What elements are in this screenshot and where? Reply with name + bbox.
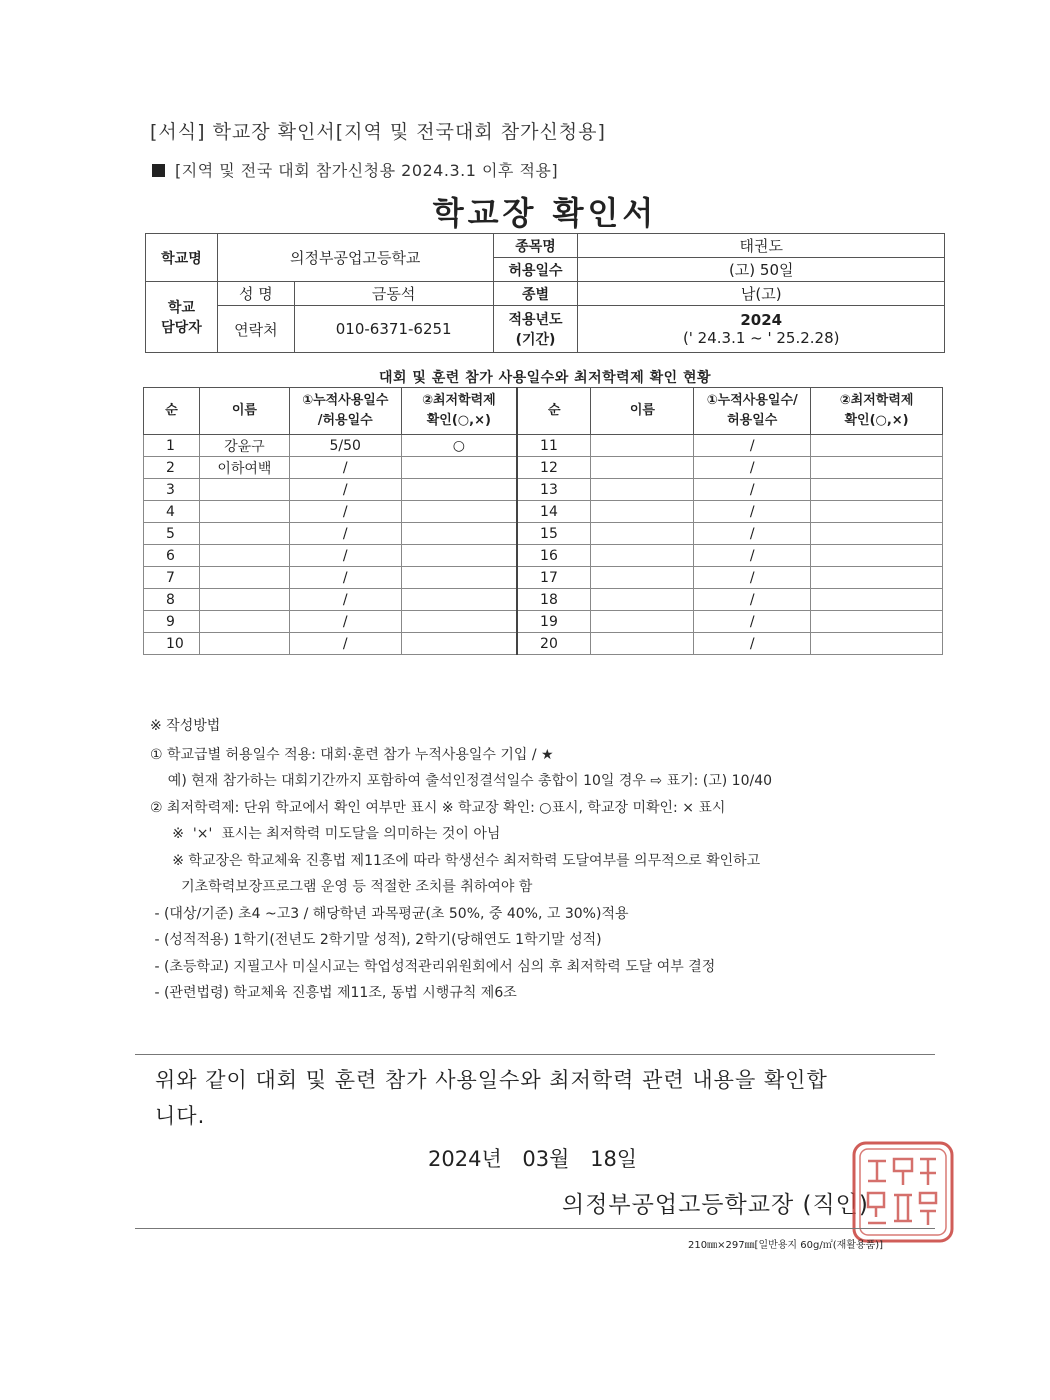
cell-name-right xyxy=(591,611,694,633)
cell-academic-right xyxy=(811,457,943,479)
event-value: 태권도 xyxy=(578,234,945,258)
cell-academic-left xyxy=(401,501,517,523)
manager-label xyxy=(146,282,218,353)
cell-name-right xyxy=(591,545,694,567)
status-row xyxy=(144,523,943,545)
cell-name-left xyxy=(199,611,289,633)
year-value-cell xyxy=(578,306,945,353)
school-name-value: 의정부공업고등학교 xyxy=(217,234,493,282)
manager-label-line2: 담당자 xyxy=(161,320,202,336)
cell-name-right xyxy=(591,589,694,611)
cell-academic-right xyxy=(811,589,943,611)
divider-top xyxy=(135,1054,935,1055)
contact-value: 010-6371-6251 xyxy=(294,306,493,353)
scope-header xyxy=(152,158,558,181)
year-value: 2024 xyxy=(740,311,783,329)
black-square-bullet-icon xyxy=(152,164,165,177)
cell-academic-left xyxy=(401,545,517,567)
cell-seq-left: 6 xyxy=(144,545,200,567)
header-seq-left: 순 xyxy=(144,388,200,435)
principal-signature-line: 의정부공업고등학교장 (직인) xyxy=(562,1192,869,1218)
cell-name-left xyxy=(199,633,289,655)
cell-seq-right: 20 xyxy=(517,633,591,655)
header-academic-left xyxy=(401,388,517,435)
cell-academic-right xyxy=(811,633,943,655)
cell-seq-left: 2 xyxy=(144,457,200,479)
status-row xyxy=(144,545,943,567)
cell-days-left: / xyxy=(289,611,401,633)
cell-seq-right: 18 xyxy=(517,589,591,611)
issue-date: 2024년 03월 18일 xyxy=(428,1147,638,1171)
manager-name-value: 금동석 xyxy=(294,282,493,306)
cell-seq-right: 13 xyxy=(517,479,591,501)
header-academic-right-line1: ②최저학력제 xyxy=(839,393,914,408)
cell-academic-left xyxy=(401,479,517,501)
cell-seq-right: 15 xyxy=(517,523,591,545)
manager-name-label: 성 명 xyxy=(217,282,294,306)
status-subtitle: 대회 및 훈련 참가 사용일수와 최저학력제 확인 현황 xyxy=(378,370,712,386)
cell-name-right xyxy=(591,435,694,457)
cell-name-left xyxy=(199,567,289,589)
year-label-line2: (기간) xyxy=(515,332,556,348)
cell-seq-right: 14 xyxy=(517,501,591,523)
instruction-line: - (초등학교) 지필고사 미실시교는 학업성적관리위원회에서 심의 후 최저학력 도달 여부 결정 xyxy=(150,958,716,975)
cell-academic-right xyxy=(811,479,943,501)
cell-seq-left: 3 xyxy=(144,479,200,501)
instructions-lines xyxy=(150,742,772,1007)
divider-bottom xyxy=(135,1228,935,1229)
cell-seq-left: 8 xyxy=(144,589,200,611)
cell-seq-left: 10 xyxy=(144,633,200,655)
allowed-days-label: 허용일수 xyxy=(493,258,578,282)
status-row xyxy=(144,633,943,655)
confirmation-line2: 니다. xyxy=(155,1104,206,1128)
cell-days-right: / xyxy=(694,611,811,633)
cell-days-left: / xyxy=(289,501,401,523)
form-header: [서식] 학교장 확인서[지역 및 전국대회 참가신청용] xyxy=(150,121,606,143)
cell-name-left xyxy=(199,589,289,611)
cell-name-left xyxy=(199,523,289,545)
cell-academic-right xyxy=(811,567,943,589)
header-name-right: 이름 xyxy=(591,388,694,435)
cell-name-right xyxy=(591,567,694,589)
cell-academic-left xyxy=(401,633,517,655)
cell-name-left xyxy=(199,501,289,523)
instruction-line: - (관련법령) 학교체육 진흥법 제11조, 동법 시행규칙 제6조 xyxy=(150,985,517,1001)
cell-seq-right: 11 xyxy=(517,435,591,457)
confirmation-text xyxy=(155,1062,828,1134)
cell-academic-right xyxy=(811,501,943,523)
cell-academic-right xyxy=(811,545,943,567)
cell-academic-left xyxy=(401,457,517,479)
status-table xyxy=(143,387,943,655)
cell-seq-left: 1 xyxy=(144,435,200,457)
cell-days-left: / xyxy=(289,567,401,589)
cell-name-left xyxy=(199,479,289,501)
header-days-left-line1: ①누적사용일수 xyxy=(302,393,389,408)
period-value: (' 24.3.1 ~ ' 25.2.28) xyxy=(682,329,840,347)
instruction-line: ※ 학교장은 학교체육 진흥법 제11조에 따라 학생선수 최저학력 도달여부를 의무적으로 확인하고 xyxy=(150,852,761,869)
cell-days-left: / xyxy=(289,479,401,501)
status-row xyxy=(144,435,943,457)
cell-academic-right xyxy=(811,435,943,457)
cell-days-right: / xyxy=(694,545,811,567)
cell-days-left: / xyxy=(289,457,401,479)
cell-days-right: / xyxy=(694,589,811,611)
cell-academic-left xyxy=(401,523,517,545)
cell-name-right xyxy=(591,523,694,545)
header-days-right-line2: 허용일수 xyxy=(727,413,778,428)
cell-name-left: 강윤구 xyxy=(199,435,289,457)
category-value: 남(고) xyxy=(578,282,945,306)
cell-days-left: / xyxy=(289,633,401,655)
official-seal-icon xyxy=(848,1137,958,1247)
status-row xyxy=(144,479,943,501)
header-days-right xyxy=(694,388,811,435)
header-days-left xyxy=(289,388,401,435)
status-table-body xyxy=(144,435,943,655)
cell-days-left: / xyxy=(289,589,401,611)
cell-days-right: / xyxy=(694,457,811,479)
cell-academic-left xyxy=(401,611,517,633)
cell-seq-right: 19 xyxy=(517,611,591,633)
year-label-line1: 적용년도 xyxy=(508,312,563,328)
header-academic-left-line2: 확인(○,×) xyxy=(426,413,491,428)
cell-name-right xyxy=(591,501,694,523)
instruction-line: - (대상/기준) 초4 ~고3 / 해당학년 과목평균(초 50%, 중 40%, 고 30%)적용 xyxy=(150,905,629,922)
cell-academic-left: ○ xyxy=(401,435,517,457)
cell-seq-right: 12 xyxy=(517,457,591,479)
cell-seq-left: 4 xyxy=(144,501,200,523)
cell-days-right: / xyxy=(694,567,811,589)
status-row xyxy=(144,501,943,523)
cell-name-right xyxy=(591,457,694,479)
cell-academic-left xyxy=(401,589,517,611)
cell-seq-right: 16 xyxy=(517,545,591,567)
status-row xyxy=(144,457,943,479)
paper-spec: 210㎜×297㎜[일반용지 60g/㎡(재활용품)] xyxy=(688,1240,884,1251)
cell-academic-right xyxy=(811,523,943,545)
cell-seq-right: 17 xyxy=(517,567,591,589)
scope-header-text: [지역 및 전국 대회 참가신청용 2024.3.1 이후 적용] xyxy=(175,161,559,180)
instruction-line: ② 최저학력제: 단위 학교에서 확인 여부만 표시 ※ 학교장 확인: ○표시, 학교장 미확인: × 표시 xyxy=(150,799,726,816)
school-info-table xyxy=(145,233,945,353)
status-row xyxy=(144,589,943,611)
instruction-line: 예) 현재 참가하는 대회기간까지 포함하여 출석인정결석일수 총합이 10일 경우 ⇨ 표기: (고) 10/40 xyxy=(150,773,773,789)
header-academic-right xyxy=(811,388,943,435)
cell-days-left: / xyxy=(289,523,401,545)
instruction-line: 기초학력보장프로그램 운영 등 적절한 조치를 취하여야 함 xyxy=(150,879,533,895)
status-row xyxy=(144,611,943,633)
cell-name-right xyxy=(591,633,694,655)
cell-seq-left: 7 xyxy=(144,567,200,589)
cell-academic-right xyxy=(811,611,943,633)
instruction-line: ※ '×' 표시는 최저학력 미도달을 의미하는 것이 아님 xyxy=(150,826,501,842)
cell-name-left: 이하여백 xyxy=(199,457,289,479)
instructions-title: ※ 작성방법 xyxy=(150,718,221,734)
instruction-line: - (성적적용) 1학기(전년도 2학기말 성적), 2학기(당해연도 1학기말 성적) xyxy=(150,932,602,948)
category-label: 종별 xyxy=(493,282,578,306)
confirmation-line1: 위와 같이 대회 및 훈련 참가 사용일수와 최저학력 관련 내용을 확인합 xyxy=(155,1068,828,1092)
cell-seq-left: 9 xyxy=(144,611,200,633)
school-name-label: 학교명 xyxy=(146,234,218,282)
cell-days-right: / xyxy=(694,523,811,545)
cell-days-right: / xyxy=(694,479,811,501)
status-row xyxy=(144,567,943,589)
cell-days-right: / xyxy=(694,435,811,457)
cell-seq-left: 5 xyxy=(144,523,200,545)
cell-days-right: / xyxy=(694,501,811,523)
header-seq-right: 순 xyxy=(517,388,591,435)
writing-instructions xyxy=(150,713,772,1007)
header-days-right-line1: ①누적사용일수/ xyxy=(706,393,798,408)
contact-label: 연락처 xyxy=(217,306,294,353)
cell-days-left: / xyxy=(289,545,401,567)
allowed-days-value: (고) 50일 xyxy=(578,258,945,282)
instruction-line: ① 학교급별 허용일수 적용: 대회·훈련 참가 누적사용일수 기입 / ★ xyxy=(150,746,554,763)
cell-name-left xyxy=(199,545,289,567)
cell-academic-left xyxy=(401,567,517,589)
cell-days-right: / xyxy=(694,633,811,655)
header-academic-left-line1: ②최저학력제 xyxy=(421,393,496,408)
cell-name-right xyxy=(591,479,694,501)
header-name-left: 이름 xyxy=(199,388,289,435)
header-academic-right-line2: 확인(○,×) xyxy=(844,413,909,428)
cell-days-left: 5/50 xyxy=(289,435,401,457)
header-days-left-line2: /허용일수 xyxy=(317,413,373,428)
manager-label-line1: 학교 xyxy=(167,300,195,316)
year-label xyxy=(493,306,578,353)
document-title: 학교장 확인서 xyxy=(432,194,658,232)
event-label: 종목명 xyxy=(493,234,578,258)
